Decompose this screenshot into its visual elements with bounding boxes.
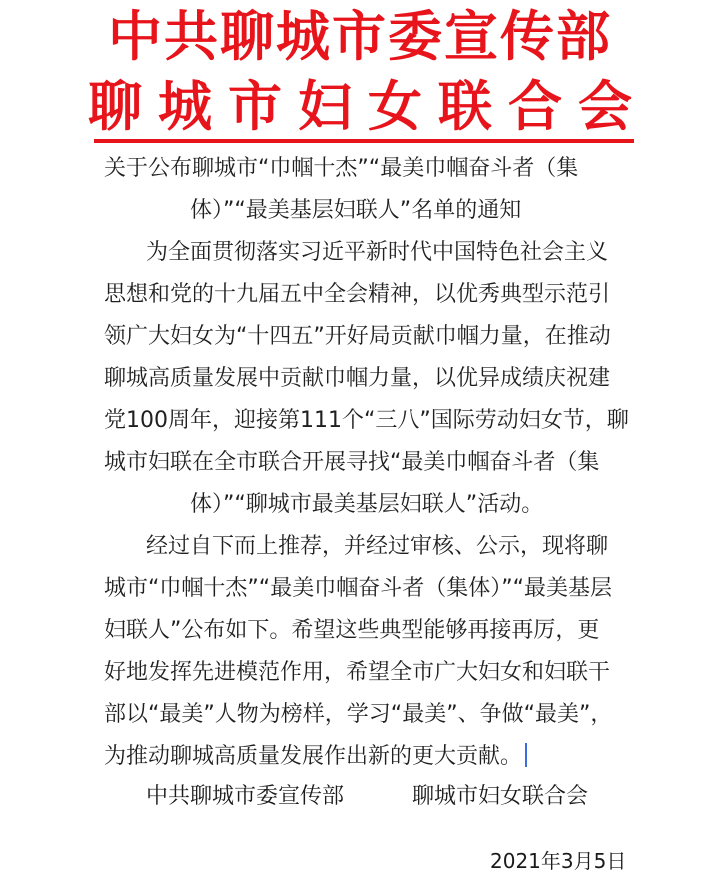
paragraph-2-line-4: 好地发挥先进模范作用，希望全市广大妇女和妇联干	[104, 660, 611, 685]
paragraph-2-line-6-text: 为推动聊城高质量发展作出新的更大贡献。	[104, 744, 523, 769]
paragraph-1-line-7: 体）”“聊城市最美基层妇联人”活动。	[190, 492, 544, 517]
paragraph-1-line-1: 为全面贯彻落实习近平新时代中国特色社会主义	[146, 240, 609, 265]
signature-womens-federation: 聊城市妇女联合会	[412, 784, 589, 809]
paragraph-2-line-6[interactable]	[104, 740, 527, 774]
paragraph-1-line-3: 领广大妇女为“十四五”开好局贡献巾帼力量，在推动	[104, 324, 611, 349]
paragraph-2-line-2: 城市“巾帼十杰”“最美巾帼奋斗者（集体）”“最美基层	[104, 576, 612, 601]
paragraph-1-line-4: 聊城高质量发展中贡献巾帼力量，以优异成绩庆祝建	[104, 366, 611, 391]
issuer-header-womens-federation: 聊城市妇女联合会	[88, 75, 648, 138]
paragraph-2-line-1: 经过自下而上推荐，并经过审核、公示，现将聊	[146, 534, 609, 559]
paragraph-2-line-5: 部以“最美”人物为榜样，学习“最美”、争做“最美”，	[104, 702, 613, 727]
notice-title-line-2: 体）”“最美基层妇联人”名单的通知	[190, 198, 522, 223]
notice-title-line-1: 关于公布聊城市“巾帼十杰”“最美巾帼奋斗者（集	[104, 156, 579, 181]
red-header-rule	[94, 139, 634, 143]
paragraph-1-line-5: 党100周年，迎接第111个“三八”国际劳动妇女节，聊	[104, 408, 629, 433]
paragraph-1-line-2: 思想和党的十九届五中全会精神，以优秀典型示范引	[104, 282, 611, 307]
paragraph-1-line-6: 城市妇联在全市联合开展寻找“最美巾帼奋斗者（集	[104, 450, 600, 475]
issuer-header-propaganda-dept: 中共聊城市委宣传部	[108, 5, 612, 68]
signature-propaganda-dept: 中共聊城市委宣传部	[146, 784, 345, 809]
issue-date: 2021年3月5日	[490, 849, 627, 873]
paragraph-2-line-3: 妇联人”公布如下。希望这些典型能够再接再厉，更	[104, 618, 600, 643]
text-cursor-caret	[525, 743, 527, 767]
